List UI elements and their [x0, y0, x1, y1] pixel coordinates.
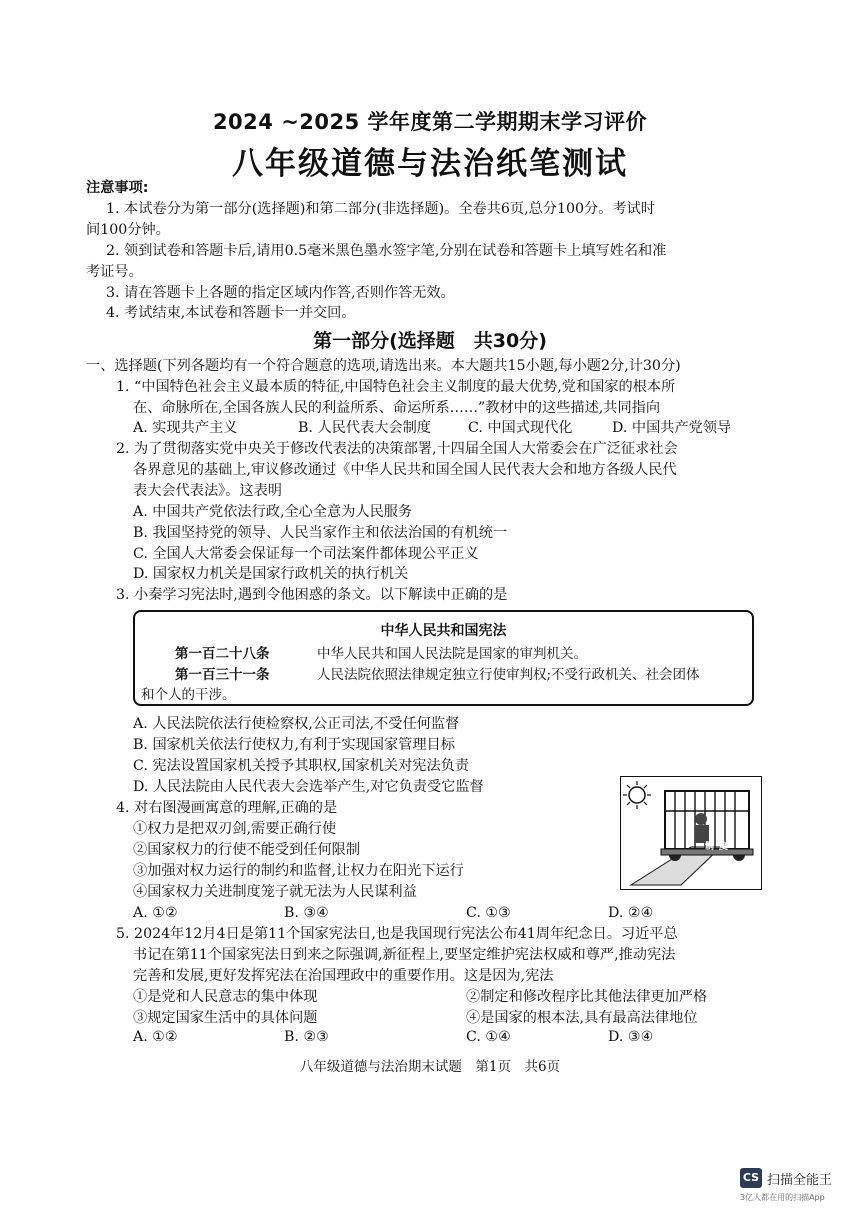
q2-stem: 各界意见的基础上,审议修改通过《中华人民共和国全国人民代表大会和地方各级人民代 [133, 462, 677, 478]
section-instruction: 一、选择题(下列各题均有一个符合题意的选项,请选出来。本大题共15小题,每小题2分,计30分) [86, 358, 681, 374]
cartoon-label-2: 度 [719, 842, 729, 852]
note-line: 2. 领到试卷和答题卡后,请用0.5毫米黑色墨水签字笔,分别在试卷和答题卡上填写姓名和准 [106, 243, 667, 259]
q5-option-d[interactable]: D. ③④ [608, 1029, 654, 1045]
q4-option-a[interactable]: A. ①② [133, 905, 178, 921]
q2-option-b[interactable]: B. 我国坚持党的领导、人民当家作主和依法治国的有机统一 [133, 525, 508, 541]
page-title-line2: 八年级道德与法治纸笔测试 [232, 146, 628, 182]
q4-option-d[interactable]: D. ②④ [608, 905, 654, 921]
note-line: 4. 考试结束,本试卷和答题卡一并交回。 [106, 305, 356, 321]
note-line: 考证号。 [86, 264, 143, 280]
scanner-logo-icon: CS [740, 1168, 762, 1188]
q5-statement: ④是国家的根本法,具有最高法律地位 [466, 1010, 698, 1026]
q5-statement: ②制定和修改程序比其他法律更加严格 [466, 989, 708, 1005]
q5-stem: 完善和发展,更好发挥宪法在治国理政中的重要作用。这是因为,宪法 [133, 968, 554, 984]
q5-option-a[interactable]: A. ①② [133, 1029, 178, 1045]
q1-option-d[interactable]: D. 中国共产党领导 [612, 420, 732, 436]
q3-option-d[interactable]: D. 人民法院由人民代表大会选举产生,对它负责受它监督 [133, 779, 484, 795]
q5-stem: 书记在第11个国家宪法日到来之际强调,新征程上,要坚定维护宪法权威和尊严,推动宪法 [133, 947, 676, 963]
q5-option-b[interactable]: B. ②③ [284, 1029, 329, 1045]
notes-heading: 注意事项: [86, 180, 149, 196]
q4-statement: ②国家权力的行使不能受到任何限制 [133, 842, 361, 858]
article-128-text: 中华人民共和国人民法院是国家的审判机关。 [317, 646, 587, 662]
note-line: 1. 本试卷分为第一部分(选择题)和第二部分(非选择题)。全卷共6页,总分100分。考试时 [106, 201, 655, 217]
scanner-name: 扫描全能王 [767, 1173, 833, 1188]
q4-statement: ④国家权力关进制度笼子就无法为人民谋利益 [133, 884, 417, 900]
q4-option-c[interactable]: C. ①③ [466, 905, 511, 921]
q1-option-c[interactable]: C. 中国式现代化 [468, 420, 573, 436]
article-128-label: 第一百二十八条 [175, 646, 270, 662]
constitution-box-title: 中华人民共和国宪法 [380, 623, 507, 639]
page-title-line1: 2024 ~2025 学年度第二学期期末学习评价 [212, 110, 648, 134]
q1-option-a[interactable]: A. 实现共产主义 [133, 420, 238, 436]
scanner-watermark [740, 1168, 845, 1208]
cage-cartoon-image [620, 776, 762, 890]
article-131-cont: 和个人的干涉。 [141, 687, 236, 703]
q5-statement: ③规定国家生活中的具体问题 [133, 1010, 318, 1026]
q2-option-a[interactable]: A. 中国共产党依法行政,全心全意为人民服务 [133, 504, 413, 520]
q2-option-c[interactable]: C. 全国人大常委会保证每一个司法案件都体现公平正义 [133, 546, 479, 562]
q4-statement: ①权力是把双刃剑,需要正确行使 [133, 821, 337, 837]
q3-option-b[interactable]: B. 国家机关依法行使权力,有利于实现国家管理目标 [133, 737, 455, 753]
q1-stem: 在、命脉所在,全国各族人民的利益所系、命运所系……”教材中的这些描述,共同指向 [133, 400, 661, 416]
constitution-box [133, 610, 754, 706]
q2-option-d[interactable]: D. 国家权力机关是国家行政机关的执行机关 [133, 566, 409, 582]
q1-option-b[interactable]: B. 人民代表大会制度 [298, 420, 431, 436]
q5-statement: ①是党和人民意志的集中体现 [133, 989, 318, 1005]
note-line: 3. 请在答题卡上各题的指定区域内作答,否则作答无效。 [106, 285, 455, 301]
q3-option-c[interactable]: C. 宪法设置国家机关授予其职权,国家机关对宪法负责 [133, 758, 470, 774]
scanner-tagline: 3亿人都在用的扫描App [740, 1193, 825, 1202]
q4-statement: ③加强对权力运行的制约和监督,让权力在阳光下运行 [133, 863, 464, 879]
q1-stem: 1. “中国特色社会主义最本质的特征,中国特色社会主义制度的最大优势,党和国家的根本所 [116, 379, 676, 395]
q3-option-a[interactable]: A. 人民法院依法行使检察权,公正司法,不受任何监督 [133, 716, 460, 732]
cartoon-label-1: 制 [705, 842, 715, 852]
q2-stem: 2. 为了贯彻落实党中央关于修改代表法的决策部署,十四届全国人大常委会在广泛征求社会 [116, 441, 678, 457]
q5-stem: 5. 2024年12月4日是第11个国家宪法日,也是我国现行宪法公布41周年纪念日。习近平总 [116, 926, 678, 942]
note-line: 间100分钟。 [86, 222, 170, 238]
article-131-text: 人民法院依照法律规定独立行使审判权;不受行政机关、社会团体 [317, 667, 700, 683]
q2-stem: 表大会代表法》。这表明 [133, 483, 282, 499]
q4-stem: 4. 对右图漫画寓意的理解,正确的是 [116, 800, 338, 816]
cage-cartoon-icon [621, 777, 761, 889]
article-131-label: 第一百三十一条 [175, 667, 270, 683]
q3-stem: 3. 小秦学习宪法时,遇到令他困惑的条文。以下解读中正确的是 [116, 587, 508, 603]
q4-option-b[interactable]: B. ③④ [284, 905, 329, 921]
q5-option-c[interactable]: C. ①④ [466, 1029, 511, 1045]
section-title: 第一部分(选择题 共30分) [313, 330, 547, 352]
page-footer: 八年级道德与法治期末试题 第1页 共6页 [299, 1059, 561, 1075]
